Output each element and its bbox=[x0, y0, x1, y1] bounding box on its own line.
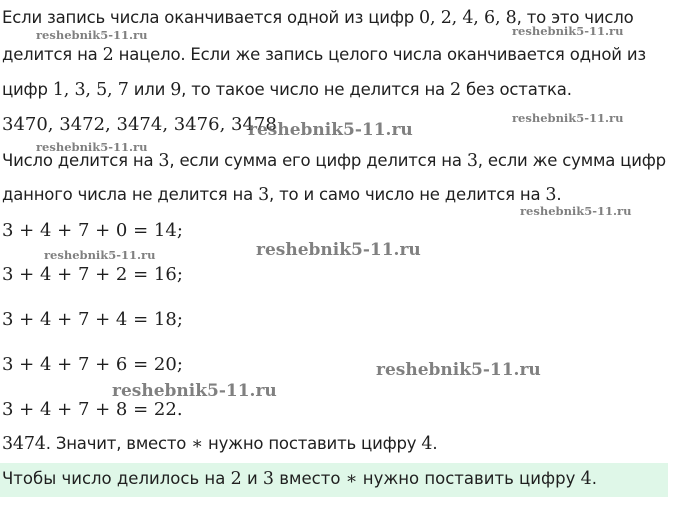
text-line: делится на 2 нацело. Если же запись целого числа оканчивается одной из bbox=[2, 45, 646, 65]
equation: 3 + 4 + 7 + 2 = 16; bbox=[2, 264, 183, 285]
numbers-line: 3470, 3472, 3474, 3476, 3478 bbox=[2, 114, 277, 135]
answer-text: Чтобы число делилось на 2 и 3 вместо ∗ нужно поставить цифру 4. bbox=[2, 469, 597, 489]
watermark: reshebnik5-11.ru bbox=[256, 240, 421, 260]
answer-box bbox=[0, 463, 668, 497]
watermark: reshebnik5-11.ru bbox=[512, 111, 624, 125]
text-line: Если запись числа оканчивается одной из цифр 0, 2, 4, 6, 8, то это число bbox=[2, 8, 634, 28]
watermark: reshebnik5-11.ru bbox=[112, 381, 277, 401]
watermark: reshebnik5-11.ru bbox=[36, 28, 148, 42]
equation: 3 + 4 + 7 + 4 = 18; bbox=[2, 309, 183, 330]
equation: 3 + 4 + 7 + 8 = 22. bbox=[2, 399, 183, 420]
watermark: reshebnik5-11.ru bbox=[520, 204, 632, 218]
watermark: reshebnik5-11.ru bbox=[44, 248, 156, 262]
equation: 3 + 4 + 7 + 0 = 14; bbox=[2, 220, 183, 241]
watermark: reshebnik5-11.ru bbox=[376, 360, 541, 380]
conclusion-line: 3474. Значит, вместо ∗ нужно поставить цифру 4. bbox=[2, 434, 438, 454]
equation: 3 + 4 + 7 + 6 = 20; bbox=[2, 354, 183, 375]
text-line: цифр 1, 3, 5, 7 или 9, то такое число не делится на 2 без остатка. bbox=[2, 80, 572, 100]
watermark: reshebnik5-11.ru bbox=[36, 140, 148, 154]
watermark: reshebnik5-11.ru bbox=[512, 24, 624, 38]
text-line: данного числа не делится на 3, то и само число не делится на 3. bbox=[2, 185, 562, 205]
text-line: Число делится на 3, если сумма его цифр делится на 3, если же сумма цифр bbox=[2, 151, 666, 171]
watermark: reshebnik5-11.ru bbox=[248, 120, 413, 140]
